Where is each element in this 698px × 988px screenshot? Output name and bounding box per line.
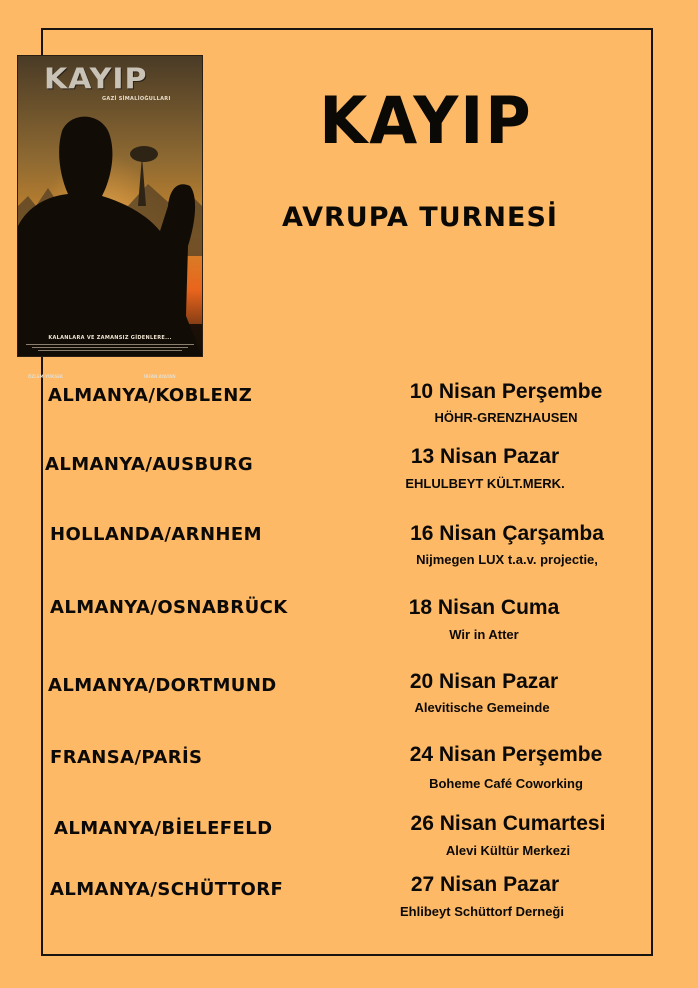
page-subtitle: AVRUPA TURNESİ: [282, 202, 558, 233]
tour-city: ALMANYA/OSNABRÜCK: [50, 597, 288, 618]
poster-actor-left: ÖZLEM YÜKSEK: [28, 374, 63, 379]
tour-row: [0, 521, 698, 581]
poster-director: GAZİ SİMALİOĞULLARI: [102, 96, 171, 102]
tour-row: [0, 380, 698, 440]
tour-row: [0, 444, 698, 504]
poster-title: KAYIP: [44, 62, 148, 97]
tour-date: 13 Nisan Pazar: [410, 445, 560, 468]
tour-date: 26 Nisan Cumartesi: [410, 812, 606, 835]
tour-venue: Alevitische Gemeinde: [414, 700, 550, 715]
tour-date: 20 Nisan Pazar: [409, 670, 559, 693]
tour-city: FRANSA/PARİS: [50, 747, 203, 768]
tour-row: [0, 811, 698, 871]
tour-row: [0, 872, 698, 932]
tour-row: [0, 595, 698, 655]
tour-venue: Ehlibeyt Schüttorf Derneği: [400, 904, 564, 919]
tour-city: ALMANYA/KOBLENZ: [48, 385, 253, 406]
poster-tagline: KALANLARA VE ZAMANSIZ GİDENLERE...: [48, 335, 172, 341]
tour-venue: HÖHR-GRENZHAUSEN: [434, 410, 578, 425]
poster-actor-right: İRFAN AYATAN: [144, 374, 176, 379]
tour-venue: Alevi Kültür Merkezi: [445, 843, 571, 858]
tour-city: ALMANYA/BİELEFELD: [54, 818, 273, 839]
tour-row: [0, 743, 698, 803]
tour-date: 18 Nisan Cuma: [408, 596, 560, 619]
tour-date: 10 Nisan Perşembe: [409, 380, 603, 403]
page-title: KAYIP: [319, 82, 533, 159]
movie-poster: [18, 56, 202, 379]
tour-venue: Nijmegen LUX t.a.v. projectie,: [416, 552, 598, 567]
tour-date: 24 Nisan Perşembe: [409, 743, 603, 766]
tour-venue: Boheme Café Coworking: [429, 776, 583, 791]
tour-city: ALMANYA/AUSBURG: [45, 454, 254, 475]
tour-row: [0, 669, 698, 729]
tour-date: 27 Nisan Pazar: [410, 873, 560, 896]
tour-date: 16 Nisan Çarşamba: [410, 522, 604, 545]
tour-venue: EHLULBEYT KÜLT.MERK.: [405, 476, 565, 491]
tour-city: HOLLANDA/ARNHEM: [50, 524, 262, 545]
tour-city: ALMANYA/SCHÜTTORF: [50, 879, 284, 900]
tour-venue: Wir in Atter: [449, 627, 519, 642]
poster-credit-lines: [26, 342, 194, 352]
tour-city: ALMANYA/DORTMUND: [48, 675, 277, 696]
